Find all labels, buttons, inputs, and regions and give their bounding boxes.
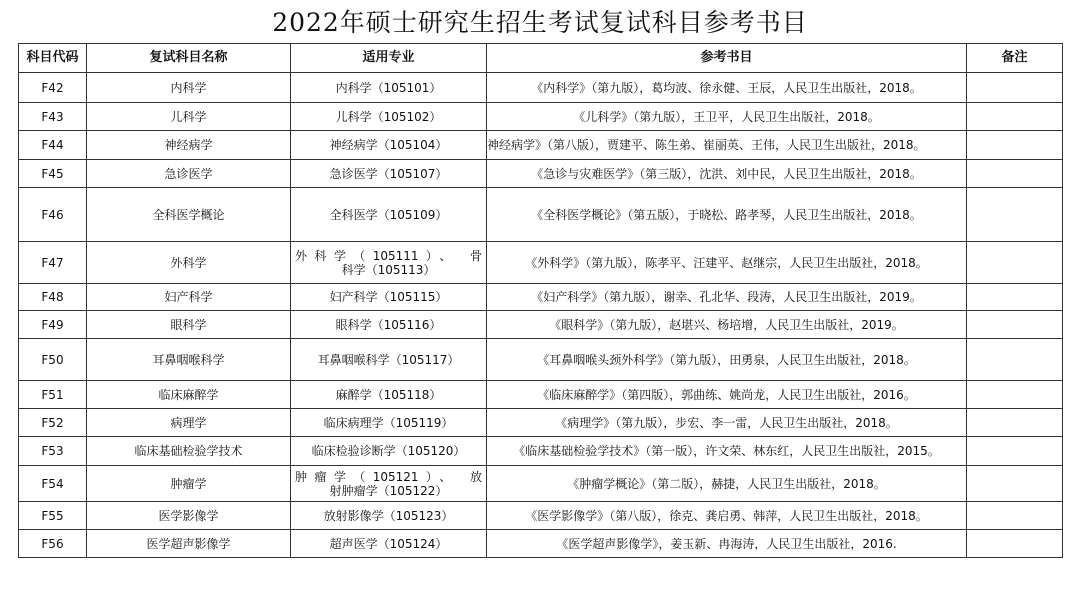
header-reference: 参考书目 bbox=[487, 44, 967, 73]
table-row bbox=[19, 339, 1063, 381]
cell-major-line: 射肿瘤学（105122） bbox=[329, 483, 448, 498]
cell-major: 临床病理学（105119） bbox=[291, 409, 487, 437]
cell-subject: 全科医学概论 bbox=[87, 188, 291, 242]
cell-reference: 《医学超声影像学》，姜玉新、冉海涛，人民卫生出版社，2016. bbox=[487, 530, 967, 558]
cell-remark bbox=[967, 188, 1063, 242]
cell-subject: 临床基础检验学技术 bbox=[87, 437, 291, 466]
cell-remark bbox=[967, 530, 1063, 558]
cell-reference: 《急诊与灾难医学》（第三版），沈洪、刘中民，人民卫生出版社，2018。 bbox=[487, 160, 967, 188]
cell-code: F53 bbox=[19, 437, 87, 466]
cell-remark bbox=[967, 103, 1063, 131]
document-title: 2022年硕士研究生招生考试复试科目参考书目 bbox=[272, 8, 808, 37]
cell-major: 眼科学（105116） bbox=[291, 311, 487, 339]
cell-subject: 儿科学 bbox=[87, 103, 291, 131]
cell-code: F55 bbox=[19, 502, 87, 530]
cell-subject: 妇产科学 bbox=[87, 284, 291, 311]
cell-reference: 《临床基础检验学技术》（第一版），许文荣、林东红，人民卫生出版社，2015。 bbox=[487, 437, 967, 466]
cell-code: F47 bbox=[19, 242, 87, 284]
table-row bbox=[19, 131, 1063, 160]
table-row bbox=[19, 284, 1063, 311]
cell-remark bbox=[967, 339, 1063, 381]
table-row bbox=[19, 242, 1063, 284]
cell-code: F49 bbox=[19, 311, 87, 339]
cell-major-line: 肿瘤学（105121）、 放 bbox=[295, 469, 482, 484]
table-header-row bbox=[19, 44, 1063, 73]
cell-code: F54 bbox=[19, 466, 87, 502]
cell-subject: 临床麻醉学 bbox=[87, 381, 291, 409]
cell-reference: 《全科医学概论》（第五版），于晓松、路孝琴，人民卫生出版社，2018。 bbox=[487, 188, 967, 242]
cell-major: 全科医学（105109） bbox=[291, 188, 487, 242]
cell-remark bbox=[967, 381, 1063, 409]
cell-major bbox=[291, 466, 487, 502]
table-row bbox=[19, 311, 1063, 339]
cell-code: F52 bbox=[19, 409, 87, 437]
cell-remark bbox=[967, 160, 1063, 188]
cell-major: 急诊医学（105107） bbox=[291, 160, 487, 188]
cell-major: 内科学（105101） bbox=[291, 73, 487, 103]
cell-subject: 神经病学 bbox=[87, 131, 291, 160]
cell-reference: 《儿科学》（第九版），王卫平，人民卫生出版社，2018。 bbox=[487, 103, 967, 131]
cell-major: 临床检验诊断学（105120） bbox=[291, 437, 487, 466]
cell-major: 儿科学（105102） bbox=[291, 103, 487, 131]
table-row bbox=[19, 381, 1063, 409]
cell-subject: 病理学 bbox=[87, 409, 291, 437]
cell-code: F44 bbox=[19, 131, 87, 160]
cell-subject: 肿瘤学 bbox=[87, 466, 291, 502]
cell-major: 神经病学（105104） bbox=[291, 131, 487, 160]
cell-reference: 神经病学》（第八版），贾建平、陈生弟、崔丽英、王伟，人民卫生出版社，2018。 bbox=[487, 131, 967, 160]
cell-remark bbox=[967, 502, 1063, 530]
table-row bbox=[19, 73, 1063, 103]
cell-reference: 《肿瘤学概论》（第二版），赫捷，人民卫生出版社，2018。 bbox=[487, 466, 967, 502]
cell-remark bbox=[967, 242, 1063, 284]
cell-major-line: 外科学（105111）、 骨 bbox=[295, 248, 482, 263]
cell-major: 耳鼻咽喉科学（105117） bbox=[291, 339, 487, 381]
cell-subject: 医学影像学 bbox=[87, 502, 291, 530]
cell-code: F51 bbox=[19, 381, 87, 409]
table-row bbox=[19, 437, 1063, 466]
table-row bbox=[19, 530, 1063, 558]
cell-code: F43 bbox=[19, 103, 87, 131]
cell-remark bbox=[967, 284, 1063, 311]
cell-remark bbox=[967, 131, 1063, 160]
header-code: 科目代码 bbox=[19, 44, 87, 73]
cell-remark bbox=[967, 311, 1063, 339]
cell-subject: 急诊医学 bbox=[87, 160, 291, 188]
cell-code: F48 bbox=[19, 284, 87, 311]
cell-code: F45 bbox=[19, 160, 87, 188]
header-major: 适用专业 bbox=[291, 44, 487, 73]
cell-reference: 《医学影像学》（第八版），徐克、龚启勇、韩萍，人民卫生出版社，2018。 bbox=[487, 502, 967, 530]
cell-major-line: 科学（105113） bbox=[341, 262, 436, 277]
cell-major: 麻醉学（105118） bbox=[291, 381, 487, 409]
cell-reference: 《内科学》（第九版），葛均波、徐永健、王辰，人民卫生出版社，2018。 bbox=[487, 73, 967, 103]
cell-code: F50 bbox=[19, 339, 87, 381]
cell-subject: 医学超声影像学 bbox=[87, 530, 291, 558]
cell-major: 妇产科学（105115） bbox=[291, 284, 487, 311]
table-row bbox=[19, 466, 1063, 502]
reference-book-table bbox=[18, 43, 1063, 558]
cell-major bbox=[291, 242, 487, 284]
cell-subject: 外科学 bbox=[87, 242, 291, 284]
cell-code: F42 bbox=[19, 73, 87, 103]
cell-reference: 《耳鼻咽喉头颈外科学》（第九版），田勇泉，人民卫生出版社，2018。 bbox=[487, 339, 967, 381]
cell-subject: 眼科学 bbox=[87, 311, 291, 339]
cell-reference: 《病理学》（第九版），步宏、李一雷，人民卫生出版社，2018。 bbox=[487, 409, 967, 437]
cell-remark bbox=[967, 409, 1063, 437]
cell-code: F46 bbox=[19, 188, 87, 242]
cell-reference: 《眼科学》（第九版），赵堪兴、杨培增，人民卫生出版社，2019。 bbox=[487, 311, 967, 339]
cell-subject: 耳鼻咽喉科学 bbox=[87, 339, 291, 381]
cell-reference: 《外科学》（第九版），陈孝平、汪建平、赵继宗，人民卫生出版社，2018。 bbox=[487, 242, 967, 284]
table-row bbox=[19, 160, 1063, 188]
table-row bbox=[19, 409, 1063, 437]
cell-major: 超声医学（105124） bbox=[291, 530, 487, 558]
header-subject: 复试科目名称 bbox=[87, 44, 291, 73]
cell-remark bbox=[967, 437, 1063, 466]
cell-reference: 《临床麻醉学》（第四版），郭曲练、姚尚龙，人民卫生出版社，2016。 bbox=[487, 381, 967, 409]
table-row bbox=[19, 103, 1063, 131]
header-remark: 备注 bbox=[967, 44, 1063, 73]
cell-major: 放射影像学（105123） bbox=[291, 502, 487, 530]
table-row bbox=[19, 188, 1063, 242]
cell-reference: 《妇产科学》（第九版），谢幸、孔北华、段涛，人民卫生出版社，2019。 bbox=[487, 284, 967, 311]
cell-subject: 内科学 bbox=[87, 73, 291, 103]
cell-remark bbox=[967, 73, 1063, 103]
cell-code: F56 bbox=[19, 530, 87, 558]
cell-remark bbox=[967, 466, 1063, 502]
table-row bbox=[19, 502, 1063, 530]
